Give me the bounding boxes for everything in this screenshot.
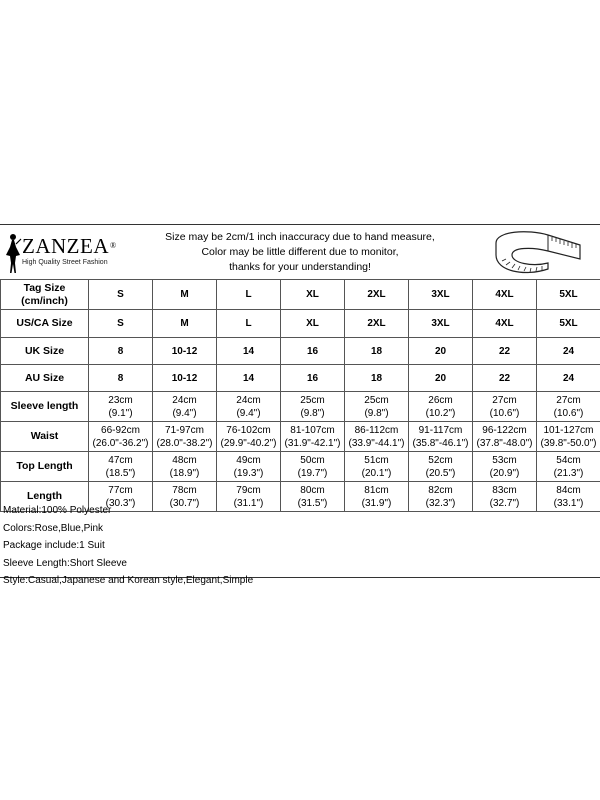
table-row — [1, 310, 600, 338]
brand-name: ZANZEA® — [22, 234, 117, 258]
table-cell: 24cm (9.4") — [153, 392, 217, 422]
table-cell: 79cm (31.1") — [217, 482, 281, 512]
table-row — [1, 452, 600, 482]
table-cell: 20 — [409, 338, 473, 365]
table-cell: 23cm (9.1") — [89, 392, 153, 422]
table-cell: 2XL — [345, 310, 409, 338]
table-cell: 18 — [345, 365, 409, 392]
row-label: Sleeve length — [1, 392, 89, 422]
table-cell: 83cm (32.7") — [473, 482, 537, 512]
table-cell: 80cm (31.5") — [281, 482, 345, 512]
table-row — [1, 392, 600, 422]
table-cell: 27cm (10.6") — [473, 392, 537, 422]
table-cell: 27cm (10.6") — [537, 392, 600, 422]
table-cell: 91-117cm (35.8"-46.1") — [409, 422, 473, 452]
size-chart-sheet — [0, 224, 600, 586]
table-cell: S — [89, 280, 153, 310]
row-label: Top Length — [1, 452, 89, 482]
brand-logo — [4, 233, 124, 275]
table-cell: 81cm (31.9") — [345, 482, 409, 512]
table-cell: 10-12 — [153, 338, 217, 365]
measuring-tape-icon — [488, 225, 588, 279]
table-cell: 5XL — [537, 280, 600, 310]
table-cell: 4XL — [473, 280, 537, 310]
note-material: Material:100% Polyester — [3, 505, 112, 516]
woman-silhouette-icon — [4, 233, 22, 275]
table-cell: 77cm (30.3") — [89, 482, 153, 512]
table-cell: L — [217, 280, 281, 310]
table-cell: 66-92cm (26.0"-36.2") — [89, 422, 153, 452]
table-cell: 47cm (18.5") — [89, 452, 153, 482]
table-cell: 18 — [345, 338, 409, 365]
table-cell: 3XL — [409, 280, 473, 310]
row-label: Tag Size (cm/inch) — [1, 280, 89, 310]
table-cell: 16 — [281, 365, 345, 392]
note-style: Style:Casual,Japanese and Korean style,Elegant,Simple — [3, 575, 254, 586]
table-cell: 78cm (30.7") — [153, 482, 217, 512]
table-cell: 5XL — [537, 310, 600, 338]
table-cell: 24cm (9.4") — [217, 392, 281, 422]
table-cell: XL — [281, 280, 345, 310]
table-cell: 8 — [89, 365, 153, 392]
table-cell: 54cm (21.3") — [537, 452, 600, 482]
table-cell: 53cm (20.9") — [473, 452, 537, 482]
measurement-notice — [150, 230, 450, 275]
row-label: AU Size — [1, 365, 89, 392]
row-label: UK Size — [1, 338, 89, 365]
table-cell: 25cm (9.8") — [345, 392, 409, 422]
table-cell: 84cm (33.1") — [537, 482, 600, 512]
row-label: US/CA Size — [1, 310, 89, 338]
table-cell: 101-127cm (39.8"-50.0") — [537, 422, 600, 452]
table-cell: 49cm (19.3") — [217, 452, 281, 482]
table-cell: 76-102cm (29.9"-40.2") — [217, 422, 281, 452]
table-cell: 14 — [217, 365, 281, 392]
table-cell: 25cm (9.8") — [281, 392, 345, 422]
table-cell: 86-112cm (33.9"-44.1") — [345, 422, 409, 452]
table-cell: S — [89, 310, 153, 338]
table-cell: 71-97cm (28.0"-38.2") — [153, 422, 217, 452]
table-row — [1, 338, 600, 365]
brand-tagline: High Quality Street Fashion — [22, 259, 108, 266]
table-cell: 81-107cm (31.9"-42.1") — [281, 422, 345, 452]
table-cell: 3XL — [409, 310, 473, 338]
table-cell: L — [217, 310, 281, 338]
table-cell: 52cm (20.5") — [409, 452, 473, 482]
table-cell: 20 — [409, 365, 473, 392]
table-cell: 24 — [537, 338, 600, 365]
table-row — [1, 422, 600, 452]
table-row — [1, 365, 600, 392]
note-package: Package include:1 Suit — [3, 540, 105, 551]
size-table — [0, 279, 600, 512]
table-cell: 2XL — [345, 280, 409, 310]
notice-line: Size may be 2cm/1 inch inaccuracy due to hand measure, — [165, 231, 435, 243]
row-label: Length — [1, 482, 89, 512]
table-cell: 82cm (32.3") — [409, 482, 473, 512]
note-sleeve-length: Sleeve Length:Short Sleeve — [3, 557, 127, 569]
size-chart-header — [0, 225, 600, 279]
notice-line: Color may be little different due to monitor, — [201, 246, 399, 258]
table-row — [1, 280, 600, 310]
table-cell: 10-12 — [153, 365, 217, 392]
table-cell: 16 — [281, 338, 345, 365]
table-cell: 22 — [473, 338, 537, 365]
table-cell: 8 — [89, 338, 153, 365]
table-cell: 50cm (19.7") — [281, 452, 345, 482]
table-cell: M — [153, 280, 217, 310]
table-cell: 48cm (18.9") — [153, 452, 217, 482]
table-cell: 4XL — [473, 310, 537, 338]
table-cell: 22 — [473, 365, 537, 392]
table-cell: 14 — [217, 338, 281, 365]
table-cell: XL — [281, 310, 345, 338]
row-label: Waist — [1, 422, 89, 452]
table-cell: 51cm (20.1") — [345, 452, 409, 482]
product-notes — [3, 502, 253, 590]
table-cell: 26cm (10.2") — [409, 392, 473, 422]
note-colors: Colors:Rose,Blue,Pink — [3, 522, 104, 534]
table-cell: 24 — [537, 365, 600, 392]
table-cell: M — [153, 310, 217, 338]
notice-line: thanks for your understanding! — [229, 261, 371, 273]
table-cell: 96-122cm (37.8"-48.0") — [473, 422, 537, 452]
